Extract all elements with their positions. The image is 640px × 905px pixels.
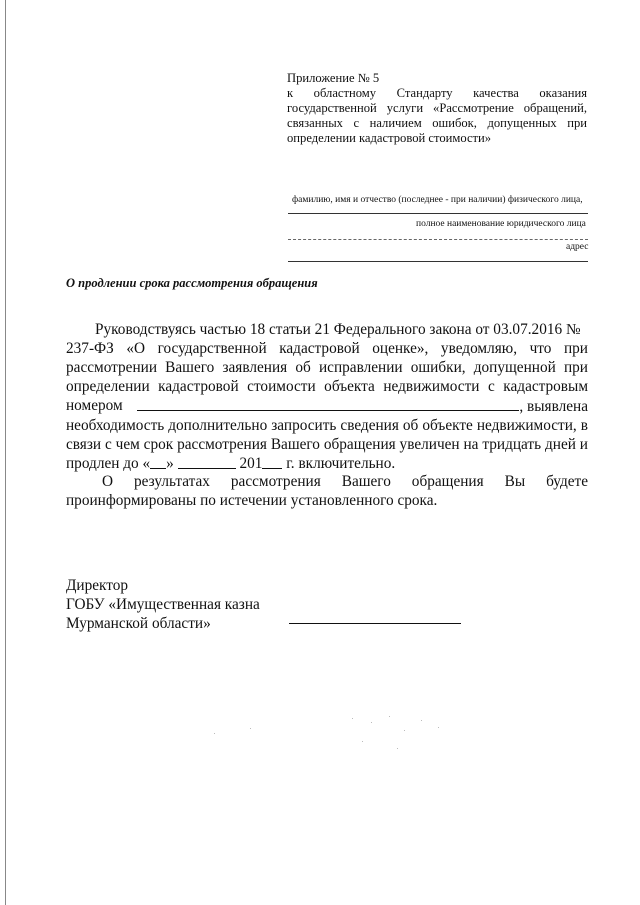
- signatory-org: Мурманской области»: [66, 615, 211, 632]
- extended-year-field: [262, 454, 282, 469]
- signature-line: [289, 623, 461, 624]
- recipient-name-caption: фамилию, имя и отчество (последнее - при наличии) физического лица,: [292, 195, 583, 205]
- cadastral-number-field: [137, 396, 519, 411]
- appendix-line: определении кадастровой стоимости»: [287, 131, 492, 145]
- body-line: рассмотрении Вашего заявления об исправлении ошибки, допущенной при: [66, 359, 588, 376]
- recipient-address-line: [288, 261, 588, 262]
- letter-body-result: [66, 472, 588, 510]
- appendix-line: к областному Стандарту качества оказания: [287, 86, 587, 100]
- signature-block: [66, 576, 260, 633]
- body-line: проинформированы по истечении установленного срока.: [66, 492, 438, 509]
- recipient-org-line: [288, 239, 588, 240]
- appendix-block: [287, 71, 587, 146]
- recipient-name-line: [288, 213, 588, 214]
- extended-date-prefix: продлен до «: [66, 455, 151, 472]
- extended-day-field: [150, 454, 166, 469]
- body-line: связи с чем срок рассмотрения Вашего обращения увеличен на тридцать дней и: [66, 436, 588, 453]
- recipient-address-caption: адрес: [566, 242, 589, 252]
- body-line: 237-ФЗ «О государственной кадастровой оценке», уведомляю, что при: [66, 340, 588, 357]
- cadastral-number-label: номером: [66, 397, 123, 414]
- body-line: Руководствуясь частью 18 статьи 21 Федерального закона от 03.07.2016 №: [95, 321, 581, 338]
- body-line: определении кадастровой стоимости объекта недвижимости с кадастровым: [66, 378, 588, 395]
- appendix-line: государственной услуги «Рассмотрение обращений,: [287, 101, 587, 115]
- signatory-title: Директор: [66, 577, 129, 594]
- letter-body: [66, 320, 588, 473]
- appendix-title: Приложение № 5: [287, 71, 380, 85]
- extended-date-suffix: г. включительно.: [282, 455, 396, 472]
- extended-date-mid: »: [166, 455, 174, 472]
- appendix-line: связанных с наличием ошибок, допущенных при: [287, 116, 587, 130]
- cadastral-number-after: , выявлена: [519, 398, 588, 415]
- body-line: необходимость дополнительно запросить сведения об объекте недвижимости, в: [66, 417, 588, 434]
- page-edge: [5, 0, 6, 905]
- signatory-org: ГОБУ «Имущественная казна: [66, 596, 260, 613]
- extended-month-field: [178, 454, 236, 469]
- recipient-org-caption: полное наименование юридического лица: [416, 219, 586, 229]
- subject-heading: О продлении срока рассмотрения обращения: [66, 276, 318, 290]
- extended-year: 201: [239, 455, 263, 472]
- body-line: О результатах рассмотрения Вашего обращения Вы будете: [102, 473, 588, 490]
